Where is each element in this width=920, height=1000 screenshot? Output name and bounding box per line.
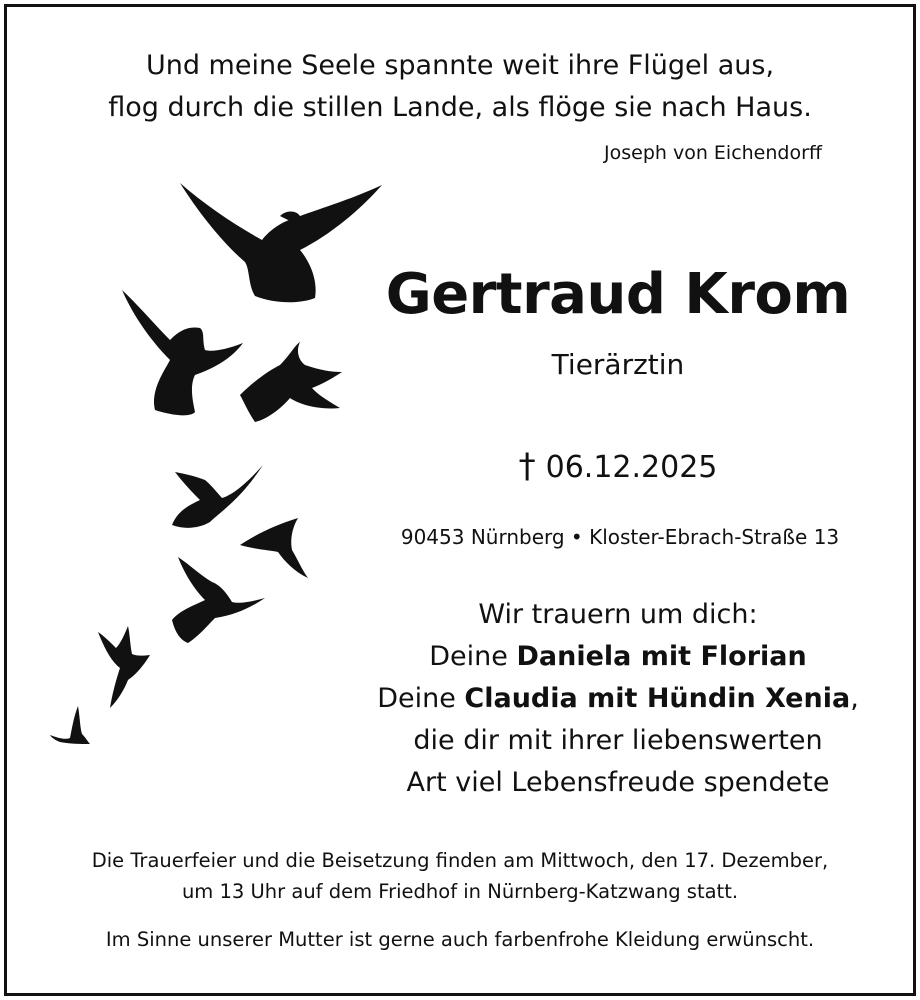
ceremony-info <box>0 845 920 907</box>
mourners-block <box>348 594 888 804</box>
deceased-profession: Tierärztin <box>551 348 685 381</box>
dove-icon <box>180 183 382 302</box>
mourner-names-2: Claudia mit Hündin Xenia <box>464 683 851 714</box>
mourner-line-4: Art viel Lebensfreude spendete <box>406 767 830 798</box>
ceremony-line-2: um 13 Uhr auf dem Friedhof in Nürnberg-Katzwang statt. <box>181 880 739 903</box>
ceremony-line-1: Die Trauerfeier und die Beisetzung finden am Mittwoch, den 17. Dezember, <box>91 849 829 872</box>
mourner-line-2: Deine Claudia mit Hündin Xenia, <box>377 683 859 714</box>
dove-icon <box>172 465 263 528</box>
mourners-intro: Wir trauern um dich: <box>478 599 758 630</box>
dove-icon <box>240 342 342 422</box>
address: 90453 Nürnberg • Kloster-Ebrach-Straße 13 <box>400 525 840 549</box>
dove-icon <box>240 518 308 578</box>
cross-icon: † <box>518 446 536 486</box>
dove-icon <box>122 290 243 415</box>
mourner-line-3: die dir mit ihrer liebenswerten <box>413 725 823 756</box>
dove-icon <box>98 626 150 708</box>
mourner-line-1: Deine Daniela mit Florian <box>429 641 807 672</box>
dress-code-note: Im Sinne unserer Mutter ist gerne auch farbenfrohe Kleidung erwünscht. <box>105 928 815 951</box>
death-date: 06.12.2025 <box>545 450 718 485</box>
deceased-name: Gertraud Krom <box>385 262 851 327</box>
mourner-names-1: Daniela mit Florian <box>516 641 807 672</box>
quote-author: Joseph von Eichendorff <box>604 142 822 164</box>
quote-line-2: flog durch die stillen Lande, als flöge sie nach Haus. <box>108 92 812 123</box>
death-date-line <box>368 446 868 486</box>
quote-line-1: Und meine Seele spannte weit ihre Flügel aus, <box>145 50 775 81</box>
dove-icon <box>172 557 265 643</box>
dove-icon <box>50 706 90 744</box>
